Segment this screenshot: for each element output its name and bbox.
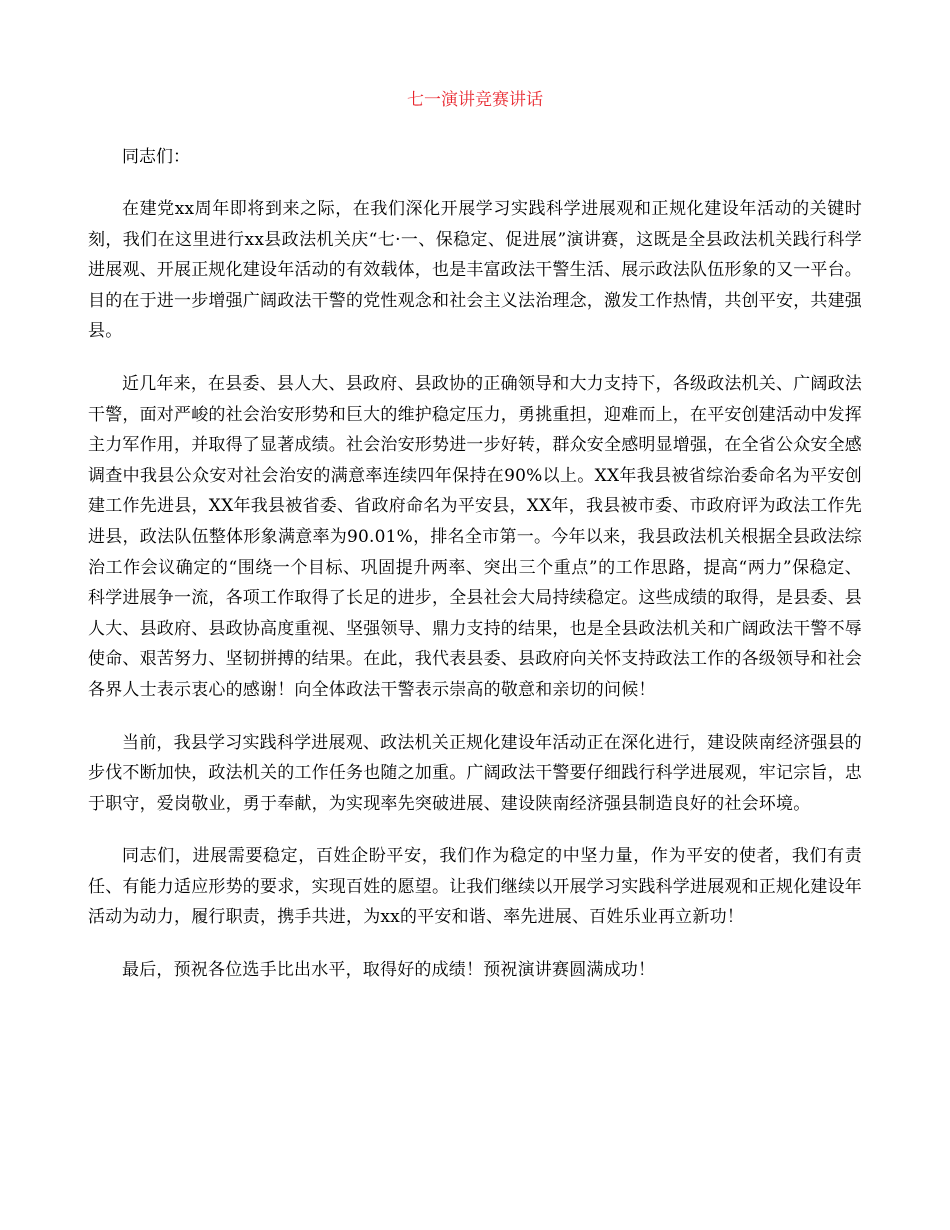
paragraph-2: 近几年来，在县委、县人大、县政府、县政协的正确领导和大力支持下，各级政法机关、广阔政法干警，面对严峻的社会治安形势和巨大的维护稳定压力，勇挑重担，迎难而上，在平安创建活动中发挥主力军作用，并取得了显著成绩。社会治安形势进一步好转，群众安全感明显增强，在全省公众安全感调查中我县公众安对社会治安的满意率连续四年保持在90%以上。XX年我县被省综治委命名为平安创建工作先进县，XX年我县被省委、省政府命名为平安县，XX年，我县被市委、市政府评为政法工作先进县，政法队伍整体形象满意率为90.01%，排名全市第一。今年以来，我县政法机关根据全县政法综治工作会议确定的“围绕一个目标、巩固提升两率、突出三个重点”的工作思路，提高“两力”保稳定、科学进展争一流，各项工作取得了长足的进步，全县社会大局持续稳定。这些成绩的取得，是县委、县人大、县政府、县政协高度重视、坚强领导、鼎力支持的结果，也是全县政法机关和广阔政法干警不辱使命、艰苦努力、坚韧拼搏的结果。在此，我代表县委、县政府向关怀支持政法工作的各级领导和社会各界人士表示衷心的感谢！向全体政法干警表示崇高的敬意和亲切的问候！ [88,373,862,700]
paragraph-5: 最后，预祝各位选手比出水平，取得好的成绩！预祝演讲赛圆满成功！ [122,960,656,981]
paragraph-3: 当前，我县学习实践科学进展观、政法机关正规化建设年活动正在深化进行，建设陕南经济强县的步伐不断加快，政法机关的工作任务也随之加重。广阔政法干警要仔细践行科学进展观，牢记宗旨，忠于职守，爱岗敬业，勇于奉献，为实现率先突破进展、建设陕南经济强县制造良好的社会环境。 [88,732,862,814]
document-page [88,86,862,1008]
paragraph-1: 在建党xx周年即将到来之际，在我们深化开展学习实践科学进展观和正规化建设年活动的关键时刻，我们在这里进行xx县政法机关庆“七·一、保稳定、促进展”演讲赛，这既是全县政法机关践行科学进展观、开展正规化建设年活动的有效载体，也是丰富政法干警生活、展示政法队伍形象的又一平台。目的在于进一步增强广阔政法干警的党性观念和社会主义法治理念，激发工作热情，共创平安，共建强县。 [88,199,862,342]
salutation: 同志们： [122,147,190,167]
document-title: 七一演讲竞赛讲话 [407,90,543,110]
paragraph-4: 同志们，进展需要稳定，百姓企盼平安，我们作为稳定的中坚力量，作为平安的使者，我们有责任、有能力适应形势的要求，实现百姓的愿望。让我们继续以开展学习实践科学进展观和正规化建设年活动为动力，履行职责，携手共进，为xx的平安和谐、率先进展、百姓乐业再立新功！ [88,846,862,928]
